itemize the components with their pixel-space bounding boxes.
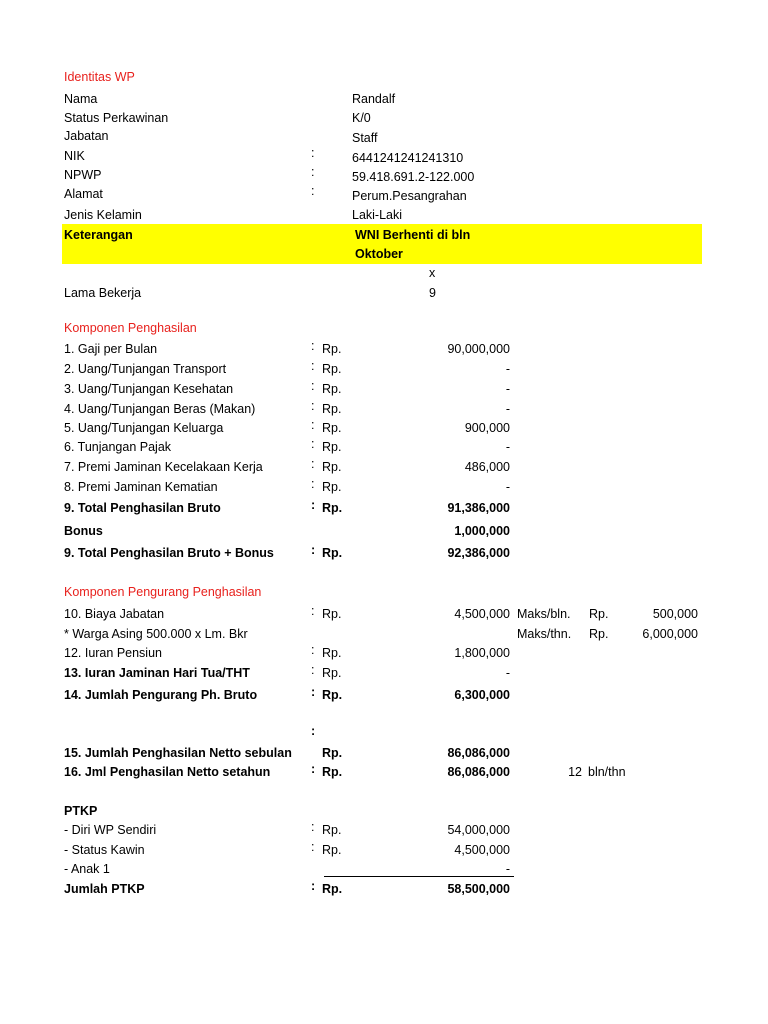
nama-value: Randalf [352, 92, 396, 106]
biaya-jabatan-currency: Rp. [322, 607, 342, 621]
npwp-value: 59.418.691.2-122.000 [352, 170, 475, 184]
iuran-tht-label: 13. Iuran Jaminan Hari Tua/THT [64, 666, 250, 680]
nama-row [0, 89, 768, 109]
total-bruto-bonus-row [0, 543, 768, 563]
penghasilan-item-label: 8. Premi Jaminan Kematian [64, 480, 218, 494]
penghasilan-item-label: 5. Uang/Tunjangan Keluarga [64, 421, 224, 435]
penghasilan-item-amount: - [505, 440, 510, 454]
penghasilan-item-label: 6. Tunjangan Pajak [64, 440, 172, 454]
biaya-jabatan-row [0, 604, 768, 624]
status-value: K/0 [352, 111, 371, 125]
penghasilan-item-currency: Rp. [322, 402, 342, 416]
ptkp-diri-row [0, 820, 768, 840]
penghasilan-item-row [0, 437, 768, 457]
penghasilan-item-label: 3. Uang/Tunjangan Kesehatan [64, 382, 234, 396]
maks-thn-label: Maks/thn. [517, 627, 572, 641]
penghasilan-title: Komponen Penghasilan [64, 321, 197, 335]
penghasilan-item-row [0, 359, 768, 379]
biaya-jabatan-amount: 4,500,000 [454, 607, 510, 621]
ptkp-jumlah-colon: : [311, 879, 316, 893]
penghasilan-item-currency: Rp. [322, 440, 342, 454]
ptkp-jumlah-row [0, 879, 768, 899]
npwp-label: NPWP [64, 168, 102, 182]
nik-row [0, 146, 768, 166]
penghasilan-item-amount: 486,000 [464, 460, 510, 474]
warga-asing-row [0, 624, 768, 644]
penghasilan-item-amount: - [505, 480, 510, 494]
penghasilan-item-label: 7. Premi Jaminan Kecelakaan Kerja [64, 460, 263, 474]
identitas-title-row [0, 67, 768, 87]
netto-setahun-colon: : [311, 762, 316, 776]
netto-setahun-currency: Rp. [322, 765, 343, 779]
ptkp-kawin-amount: 4,500,000 [454, 843, 510, 857]
iuran-tht-colon: : [311, 663, 315, 677]
maks-bln-currency: Rp. [589, 607, 609, 621]
iuran-tht-row [0, 663, 768, 683]
penghasilan-item-colon: : [311, 477, 315, 491]
penghasilan-item-row [0, 477, 768, 497]
identitas-title: Identitas WP [64, 70, 135, 84]
keterangan-row [0, 225, 768, 245]
jabatan-value: Staff [352, 131, 378, 145]
penghasilan-item-row [0, 457, 768, 477]
status-label: Status Perkawinan [64, 111, 169, 125]
ptkp-title-row [0, 801, 768, 821]
penghasilan-item-label: 4. Uang/Tunjangan Beras (Makan) [64, 402, 256, 416]
jabatan-label: Jabatan [64, 129, 109, 143]
status-row [0, 108, 768, 128]
bonus-label: Bonus [64, 524, 103, 538]
netto-setahun-row [0, 762, 768, 782]
penghasilan-item-amount: 90,000,000 [447, 342, 510, 356]
penghasilan-item-amount: - [505, 362, 510, 376]
nik-label: NIK [64, 149, 85, 163]
ptkp-diri-currency: Rp. [322, 823, 342, 837]
netto-setahun-label: 16. Jml Penghasilan Netto setahun [64, 765, 271, 779]
penghasilan-item-colon: : [311, 437, 315, 451]
maks-thn-currency: Rp. [589, 627, 609, 641]
penghasilan-item-currency: Rp. [322, 460, 342, 474]
lama-bekerja-label: Lama Bekerja [64, 286, 142, 300]
ptkp-diri-colon: : [311, 820, 315, 834]
ptkp-anak-amount: - [505, 862, 510, 876]
empty-colon-row [0, 724, 768, 744]
jenis-kelamin-value: Laki-Laki [352, 208, 403, 222]
total-bruto-label: 9. Total Penghasilan Bruto [64, 501, 221, 515]
ptkp-kawin-currency: Rp. [322, 843, 342, 857]
nama-label: Nama [64, 92, 98, 106]
total-bruto-amount: 91,386,000 [447, 501, 510, 515]
jumlah-pengurang-colon: : [311, 685, 316, 699]
penghasilan-item-amount: - [505, 402, 510, 416]
jabatan-row [0, 126, 768, 146]
penghasilan-item-colon: : [311, 457, 315, 471]
maks-thn-amount: 6,000,000 [642, 627, 698, 641]
jenis-kelamin-row [0, 205, 768, 225]
penghasilan-item-currency: Rp. [322, 421, 342, 435]
ptkp-kawin-label: - Status Kawin [64, 843, 145, 857]
total-bruto-bonus-label: 9. Total Penghasilan Bruto + Bonus [64, 546, 274, 560]
bonus-amount: 1,000,000 [454, 524, 510, 538]
pengurang-title-row [0, 582, 768, 602]
npwp-colon: : [311, 165, 315, 179]
bonus-row [0, 521, 768, 541]
iuran-tht-currency: Rp. [322, 666, 342, 680]
penghasilan-item-row [0, 339, 768, 359]
maks-bln-amount: 500,000 [652, 607, 698, 621]
penghasilan-item-label: 2. Uang/Tunjangan Transport [64, 362, 227, 376]
keterangan-value-line2: Oktober [355, 247, 403, 261]
penghasilan-item-label: 1. Gaji per Bulan [64, 342, 158, 356]
penghasilan-item-amount: - [505, 382, 510, 396]
jumlah-pengurang-label: 14. Jumlah Pengurang Ph. Bruto [64, 688, 258, 702]
ptkp-anak-label: - Anak 1 [64, 862, 110, 876]
ptkp-diri-label: - Diri WP Sendiri [64, 823, 157, 837]
penghasilan-title-row [0, 318, 768, 338]
alamat-value: Perum.Pesangrahan [352, 189, 467, 203]
lama-bekerja-row [0, 283, 768, 303]
total-bruto-currency: Rp. [322, 501, 343, 515]
months-unit: bln/thn [588, 765, 626, 779]
jumlah-pengurang-row [0, 685, 768, 705]
iuran-pensiun-currency: Rp. [322, 646, 342, 660]
netto-sebulan-amount: 86,086,000 [447, 746, 510, 760]
biaya-jabatan-colon: : [311, 604, 315, 618]
netto-setahun-amount: 86,086,000 [447, 765, 510, 779]
total-bruto-row [0, 498, 768, 518]
penghasilan-item-colon: : [311, 418, 315, 432]
iuran-tht-amount: - [505, 666, 510, 680]
alamat-row [0, 184, 768, 204]
nik-value: 6441241241241310 [352, 151, 464, 165]
empty-colon: : [311, 724, 316, 738]
penghasilan-item-row [0, 379, 768, 399]
ptkp-title: PTKP [64, 804, 98, 818]
penghasilan-item-currency: Rp. [322, 362, 342, 376]
maks-bln-label: Maks/bln. [517, 607, 571, 621]
penghasilan-item-row [0, 418, 768, 438]
iuran-pensiun-amount: 1,800,000 [454, 646, 510, 660]
penghasilan-item-row [0, 399, 768, 419]
penghasilan-item-currency: Rp. [322, 382, 342, 396]
x-mark-row [0, 263, 768, 283]
keterangan-value-line1: WNI Berhenti di bln [355, 228, 471, 242]
netto-sebulan-row [0, 743, 768, 763]
ptkp-kawin-row [0, 840, 768, 860]
total-bruto-bonus-colon: : [311, 543, 316, 557]
npwp-row [0, 165, 768, 185]
penghasilan-item-colon: : [311, 399, 315, 413]
jumlah-pengurang-currency: Rp. [322, 688, 343, 702]
penghasilan-item-colon: : [311, 359, 315, 373]
ptkp-diri-amount: 54,000,000 [447, 823, 510, 837]
ptkp-jumlah-currency: Rp. [322, 882, 343, 896]
alamat-colon: : [311, 184, 315, 198]
lama-bekerja-value: 9 [429, 286, 436, 300]
months-count: 12 [568, 765, 582, 779]
jumlah-pengurang-amount: 6,300,000 [454, 688, 510, 702]
netto-sebulan-currency: Rp. [322, 746, 343, 760]
jenis-kelamin-label: Jenis Kelamin [64, 208, 142, 222]
ptkp-kawin-colon: : [311, 840, 315, 854]
keterangan-row-2 [0, 244, 768, 264]
total-bruto-bonus-currency: Rp. [322, 546, 343, 560]
penghasilan-item-colon: : [311, 339, 315, 353]
penghasilan-item-currency: Rp. [322, 342, 342, 356]
keterangan-label: Keterangan [64, 228, 133, 242]
iuran-pensiun-row [0, 643, 768, 663]
total-bruto-colon: : [311, 498, 316, 512]
ptkp-sum-rule [324, 876, 514, 877]
penghasilan-item-amount: 900,000 [464, 421, 510, 435]
warga-asing-label: * Warga Asing 500.000 x Lm. Bkr [64, 627, 248, 641]
iuran-pensiun-label: 12. Iuran Pensiun [64, 646, 162, 660]
penghasilan-item-colon: : [311, 379, 315, 393]
biaya-jabatan-label: 10. Biaya Jabatan [64, 607, 165, 621]
iuran-pensiun-colon: : [311, 643, 315, 657]
x-mark: x [429, 266, 436, 280]
ptkp-jumlah-label: Jumlah PTKP [64, 882, 145, 896]
pengurang-title: Komponen Pengurang Penghasilan [64, 585, 262, 599]
nik-colon: : [311, 146, 315, 160]
penghasilan-item-currency: Rp. [322, 480, 342, 494]
total-bruto-bonus-amount: 92,386,000 [447, 546, 510, 560]
ptkp-jumlah-amount: 58,500,000 [447, 882, 510, 896]
alamat-label: Alamat [64, 187, 103, 201]
netto-sebulan-label: 15. Jumlah Penghasilan Netto sebulan [64, 746, 292, 760]
